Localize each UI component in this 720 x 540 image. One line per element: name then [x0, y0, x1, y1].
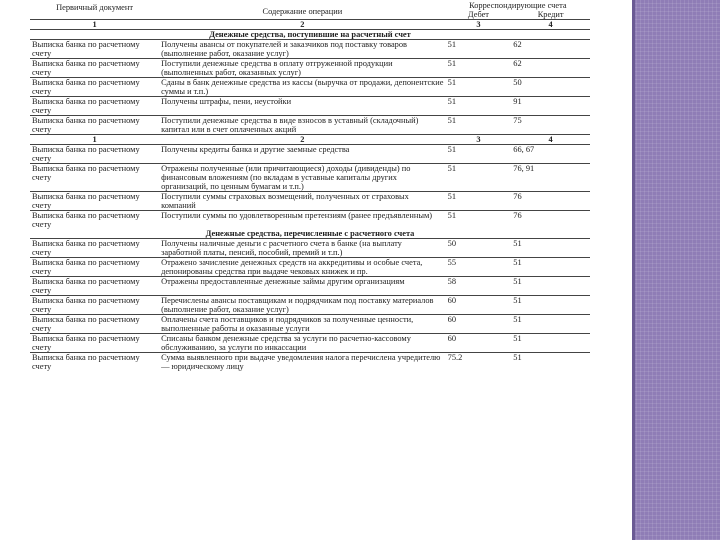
operation-cell: Поступили денежные средства в оплату отгруженной продукции (выполненных работ, оказанных услуг): [159, 59, 446, 78]
credit-cell: 51: [511, 296, 590, 315]
operation-cell: Сумма выявленного при выдаче уведомления налога перечислена учредителю — юридическому лицу: [159, 353, 446, 372]
doc-cell: Выписка банка по расчетному счету: [30, 239, 159, 258]
operation-cell: Получены авансы от покупателей и заказчиков под поставку товаров (выполнение работ, оказание услуг): [159, 40, 446, 59]
table-row: [30, 334, 590, 353]
operation-cell: Поступили суммы страховых возмещений, полученных от страховых компаний: [159, 192, 446, 211]
table-header: [30, 0, 590, 10]
header-operation: Содержание операции: [262, 7, 343, 16]
decorative-sidebar: [632, 0, 720, 540]
credit-cell: 62: [511, 40, 590, 59]
sidebar-divider: [632, 0, 635, 540]
debit-cell: 51: [446, 116, 512, 135]
table-row: [30, 258, 590, 277]
section-title-incoming: Денежные средства, поступившие на расчетный счет: [209, 30, 411, 39]
doc-cell: Выписка банка по расчетному счету: [30, 59, 159, 78]
credit-cell: 76, 91: [511, 164, 590, 192]
doc-cell: Выписка банка по расчетному счету: [30, 315, 159, 334]
section-heading: [30, 30, 590, 40]
col-number: 1: [30, 20, 159, 30]
debit-cell: 58: [446, 277, 512, 296]
debit-cell: 51: [446, 164, 512, 192]
debit-cell: 55: [446, 258, 512, 277]
credit-cell: 91: [511, 97, 590, 116]
col-number: 4: [511, 135, 590, 145]
operation-cell: Списаны банком денежные средства за услуги по расчетно-кассовому обслуживанию, за услуги по инкассации: [159, 334, 446, 353]
operation-cell: Отражены предоставленные денежные займы другим организациям: [159, 277, 446, 296]
debit-cell: 75.2: [446, 353, 512, 372]
credit-cell: 76: [511, 192, 590, 211]
table-row: [30, 211, 590, 230]
col-number: 1: [30, 135, 159, 145]
col-number: 2: [159, 20, 446, 30]
credit-cell: 51: [511, 353, 590, 372]
table-row: [30, 353, 590, 372]
operation-cell: Перечислены авансы поставщикам и подрядчикам под поставку материалов (выполнение работ, оказание услуг): [159, 296, 446, 315]
doc-cell: Выписка банка по расчетному счету: [30, 97, 159, 116]
col-number: 4: [511, 20, 590, 30]
table-row: [30, 97, 590, 116]
doc-cell: Выписка банка по расчетному счету: [30, 296, 159, 315]
col-number: 2: [159, 135, 446, 145]
doc-cell: Выписка банка по расчетному счету: [30, 334, 159, 353]
operation-cell: Получены кредиты банка и другие заемные средства: [161, 145, 350, 154]
debit-cell: 51: [446, 40, 512, 59]
doc-cell: Выписка банка по расчетному счету: [32, 145, 140, 163]
column-numbers-row: [30, 20, 590, 30]
credit-cell: 51: [511, 334, 590, 353]
credit-cell: 75: [511, 116, 590, 135]
debit-cell: 50: [446, 239, 512, 258]
col-number: 3: [446, 20, 512, 30]
doc-cell: Выписка банка по расчетному счету: [30, 192, 159, 211]
table-row: [30, 277, 590, 296]
operation-cell: Получены штрафы, пени, неустойки: [159, 97, 446, 116]
doc-cell: Выписка банка по расчетному счету: [30, 211, 159, 230]
operation-cell: Оплачены счета поставщиков и подрядчиков за полученные ценности, выполненные работы и оказанные услуги: [159, 315, 446, 334]
doc-cell: Выписка банка по расчетному счету: [30, 277, 159, 296]
operation-cell: Поступили суммы по удовлетворенным претензиям (ранее предъявленным): [159, 211, 446, 230]
table-row: [30, 296, 590, 315]
debit-cell: 60: [446, 315, 512, 334]
section-title-outgoing: Денежные средства, перечисленные с расчетного счета: [205, 229, 415, 238]
table-row: [30, 116, 590, 135]
doc-cell: Выписка банка по расчетному счету: [30, 258, 159, 277]
doc-cell: Выписка банка по расчетному счету: [30, 353, 159, 372]
table-row: [30, 192, 590, 211]
operation-cell: Отражены полученные (или причитающиеся) доходы (дивиденды) по финансовым вложениям (по вкладам в уставные капиталы других организаций, по ценным бумагам и т.п.): [159, 164, 446, 192]
credit-cell: 51: [511, 277, 590, 296]
operation-cell: Поступили денежные средства в виде взносов в уставный (складочный) капитал или в счет оплаченных акций: [159, 116, 446, 135]
header-credit: Кредит: [537, 10, 564, 19]
debit-cell: 51: [446, 211, 512, 230]
table-row: [30, 145, 590, 164]
debit-cell: 51: [446, 192, 512, 211]
header-accounts: Корреспондирующие счета: [469, 1, 567, 10]
credit-cell: 62: [511, 59, 590, 78]
debit-cell: 51: [446, 78, 512, 97]
debit-cell: 60: [446, 334, 512, 353]
col-number: 3: [446, 135, 512, 145]
table-row: [30, 78, 590, 97]
section-heading: [30, 229, 590, 239]
debit-cell: 51: [446, 59, 512, 78]
debit-cell: 51: [446, 97, 512, 116]
doc-cell: Выписка банка по расчетному счету: [30, 164, 159, 192]
column-numbers-row: [30, 135, 590, 145]
credit-cell: 51: [511, 315, 590, 334]
operation-cell: Сданы в банк денежные средства из кассы (выручка от продажи, депонентские суммы и т.п.): [159, 78, 446, 97]
doc-cell: Выписка банка по расчетному счету: [30, 78, 159, 97]
header-document: Первичный документ: [56, 3, 133, 12]
operation-cell: Получены наличные деньги с расчетного счета в банке (на выплату заработной платы, пенсий, пособий, премий и т.п.): [159, 239, 446, 258]
credit-cell: 76: [511, 211, 590, 230]
credit-cell: 66, 67: [513, 145, 535, 154]
operation-cell: Отражено зачисление денежных средств на аккредитивы и особые счета, депонированы средства при выдаче чековых книжек и пр.: [159, 258, 446, 277]
credit-cell: 51: [511, 258, 590, 277]
table-row: [30, 239, 590, 258]
document-page: [30, 0, 590, 540]
table-row: [30, 164, 590, 192]
credit-cell: 51: [511, 239, 590, 258]
table-row: [30, 40, 590, 59]
doc-cell: Выписка банка по расчетному счету: [30, 40, 159, 59]
doc-cell: Выписка банка по расчетному счету: [30, 116, 159, 135]
credit-cell: 50: [511, 78, 590, 97]
header-debit: Дебет: [467, 10, 489, 19]
operations-table: [30, 0, 590, 371]
table-row: [30, 59, 590, 78]
debit-cell: 51: [447, 145, 456, 154]
table-row: [30, 315, 590, 334]
debit-cell: 60: [446, 296, 512, 315]
